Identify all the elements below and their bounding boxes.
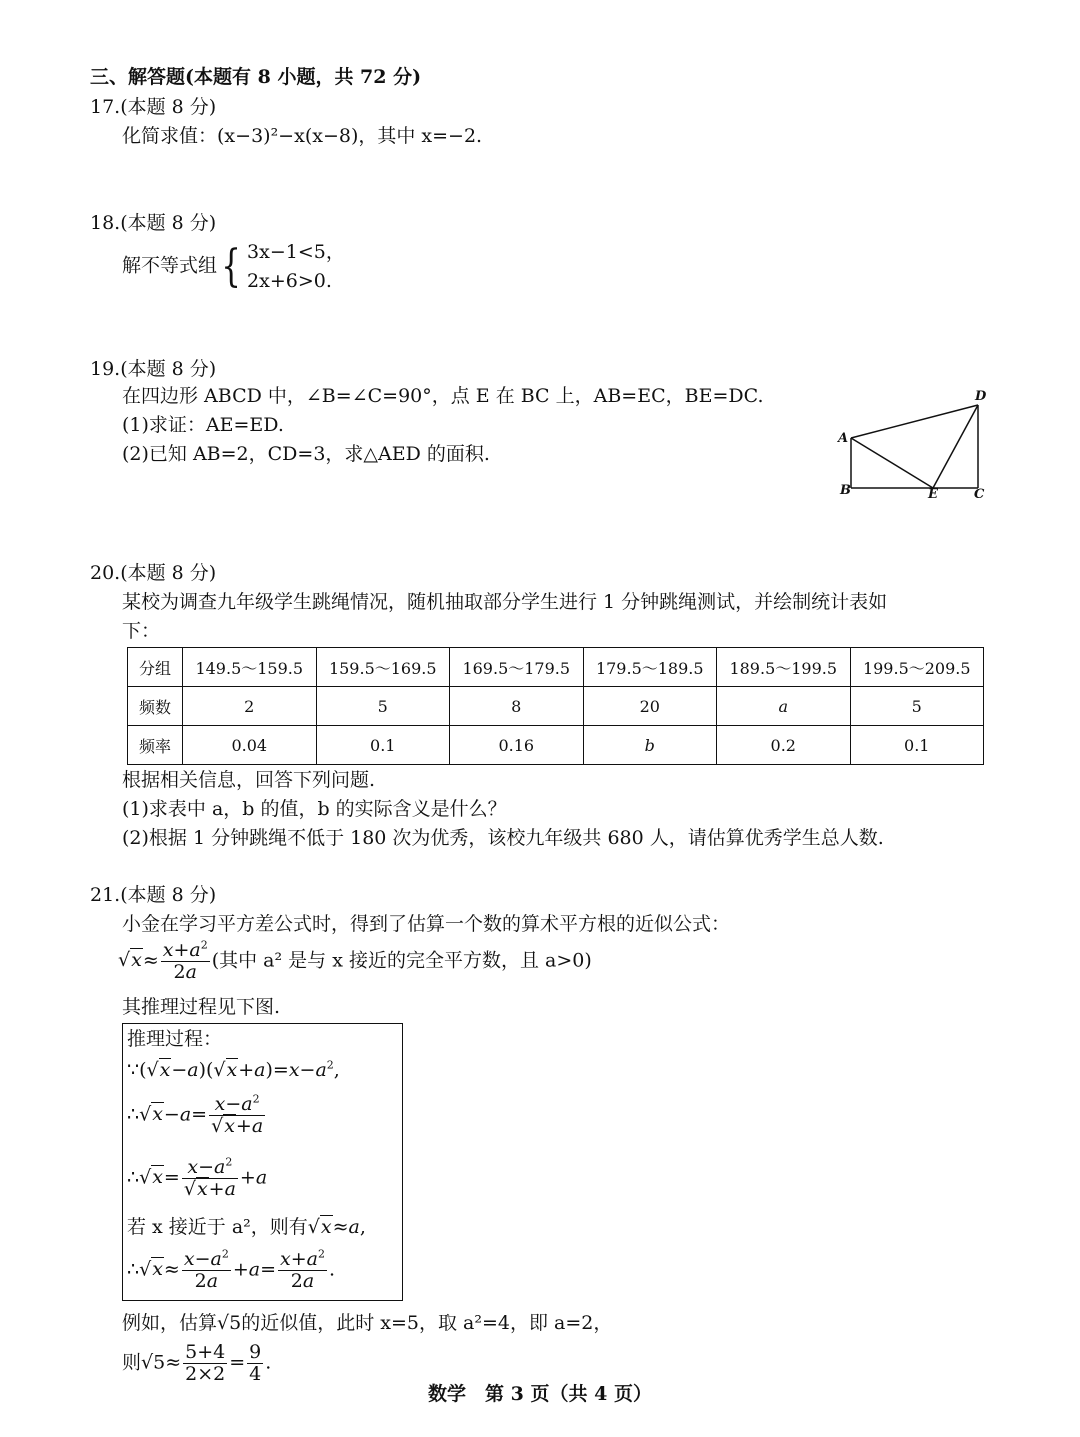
box-if: 若 x 接近于 a²，则有 bbox=[127, 1216, 308, 1238]
segment-ae bbox=[851, 438, 933, 488]
table-cell: 20 bbox=[583, 687, 717, 726]
q21-header: 21.(本题 8 分) bbox=[90, 884, 217, 906]
table-cell: 0.04 bbox=[183, 726, 317, 765]
table-cell: 149.5～159.5 bbox=[183, 648, 317, 687]
table-cell: 159.5～169.5 bbox=[316, 648, 450, 687]
q19-text: 在四边形 ABCD 中，∠B=∠C=90°，点 E 在 BC 上，AB=EC，BE=DC. bbox=[122, 385, 764, 407]
table-cell: 0.16 bbox=[450, 726, 584, 765]
table-row-header: 分组 bbox=[128, 648, 183, 687]
table-cell: 179.5～189.5 bbox=[583, 648, 717, 687]
box-title: 推理过程： bbox=[127, 1028, 223, 1050]
derivation-step-1: $\because(√x-a)(√x+a)=x-a^2$, bbox=[127, 1058, 340, 1081]
q20-intro-cont: 下： bbox=[122, 620, 161, 642]
segment-ad bbox=[851, 405, 978, 438]
q21-example-2: 则√5≈ $\frac{5+4}{2\times 2}$ = $\frac{9}{4}$ . bbox=[122, 1341, 272, 1385]
formula-note: (其中 a² 是与 x 接近的完全平方数，且 a>0) bbox=[211, 949, 592, 972]
label-b: B bbox=[840, 483, 851, 498]
label-d: D bbox=[975, 389, 987, 404]
section-title: 三、解答题(本题有 8 小题，共 72 分) bbox=[90, 66, 422, 88]
inequality-system bbox=[247, 238, 345, 295]
q21-formula: √x≈ $\frac{x+a^2}{2a}$ (其中 a² 是与 x 接近的完全平方数，且 a>0) bbox=[118, 938, 592, 983]
q19-header: 19.(本题 8 分) bbox=[90, 358, 217, 380]
table-cell: 199.5～209.5 bbox=[850, 648, 984, 687]
table-row bbox=[128, 687, 984, 726]
table-row-header: 频率 bbox=[128, 726, 183, 765]
q17-prefix: 化简求值： bbox=[122, 125, 218, 147]
table-cell: 5 bbox=[850, 687, 984, 726]
table-cell: 2 bbox=[183, 687, 317, 726]
table-cell: a bbox=[717, 687, 851, 726]
example-fraction-2: $\frac{9}{4}$ bbox=[249, 1341, 262, 1385]
q19-part2: (2)已知 AB=2，CD=3，求△AED 的面积. bbox=[122, 443, 490, 465]
q18-prefix: 解不等式组 bbox=[122, 254, 218, 277]
inequality-1: 3x−1<5， bbox=[247, 241, 345, 263]
page-footer: 数学 第 3 页（共 4 页） bbox=[428, 1383, 652, 1405]
q20-intro: 某校为调查九年级学生跳绳情况，随机抽取部分学生进行 1 分钟跳绳测试，并绘制统计表如 bbox=[122, 591, 888, 613]
q17-expr: (x−3)²−x(x−8)，其中 x=−2. bbox=[217, 125, 483, 147]
q17-header: 17.(本题 8 分) bbox=[90, 96, 217, 118]
derivation-box bbox=[122, 1023, 403, 1301]
table-cell: 0.1 bbox=[316, 726, 450, 765]
label-a: A bbox=[838, 431, 849, 446]
q21-intro: 小金在学习平方差公式时，得到了估算一个数的算术平方根的近似公式： bbox=[122, 913, 731, 935]
q21-example-1: 例如，估算√5的近似值，此时 x=5，取 a²=4，即 a=2， bbox=[122, 1312, 613, 1334]
label-e: E bbox=[928, 487, 938, 502]
quadrilateral-figure bbox=[830, 380, 1000, 510]
q21-see: 其推理过程见下图. bbox=[122, 996, 281, 1018]
segment-ed bbox=[933, 405, 978, 488]
table-cell: 8 bbox=[450, 687, 584, 726]
derivation-step-4: 若 x 接近于 a²，则有√x≈a, bbox=[127, 1216, 366, 1238]
inequality-2: 2x+6>0. bbox=[247, 269, 332, 292]
table-row-header: 频数 bbox=[128, 687, 183, 726]
table-cell: 5 bbox=[316, 687, 450, 726]
derivation-step-2: ∴√x−a= $\frac{x-a^2}{√x+a}$ bbox=[127, 1092, 264, 1137]
q20-header: 20.(本题 8 分) bbox=[90, 562, 217, 584]
frequency-table bbox=[127, 647, 984, 765]
q17-body bbox=[122, 125, 482, 149]
q19-part1: (1)求证：AE=ED. bbox=[122, 414, 284, 436]
table-cell: 0.1 bbox=[850, 726, 984, 765]
derivation-step-3: ∴√x= $\frac{x-a^2}{√x+a}$ +a bbox=[127, 1155, 268, 1200]
q20-part2: (2)根据 1 分钟跳绳不低于 180 次为优秀，该校九年级共 680 人，请估算优秀学生总人数. bbox=[122, 827, 884, 849]
formula-fraction: $\frac{x+a^2}{2a}$ bbox=[162, 938, 208, 983]
q18-body bbox=[122, 238, 345, 295]
q18-header: 18.(本题 8 分) bbox=[90, 212, 217, 234]
table-cell: 0.2 bbox=[717, 726, 851, 765]
table-cell: b bbox=[583, 726, 717, 765]
brace-symbol: { bbox=[221, 240, 241, 292]
table-row bbox=[128, 726, 984, 765]
q20-follow: 根据相关信息，回答下列问题. bbox=[122, 769, 376, 791]
example-fraction-1: $\frac{5+4}{2\times 2}$ bbox=[185, 1341, 226, 1385]
sqrt-x: √x bbox=[118, 949, 142, 972]
table-row bbox=[128, 648, 984, 687]
table-cell: 189.5～199.5 bbox=[717, 648, 851, 687]
label-c: C bbox=[974, 487, 985, 502]
example-prefix: 则√5≈ bbox=[122, 1351, 182, 1374]
derivation-step-5: ∴√x≈ $\frac{x-a^2}{2a}$ +a= $\frac{x+a^2}{2a}$ . bbox=[127, 1247, 335, 1292]
q20-part1: (1)求表中 a，b 的值，b 的实际含义是什么？ bbox=[122, 798, 507, 820]
table-cell: 169.5～179.5 bbox=[450, 648, 584, 687]
